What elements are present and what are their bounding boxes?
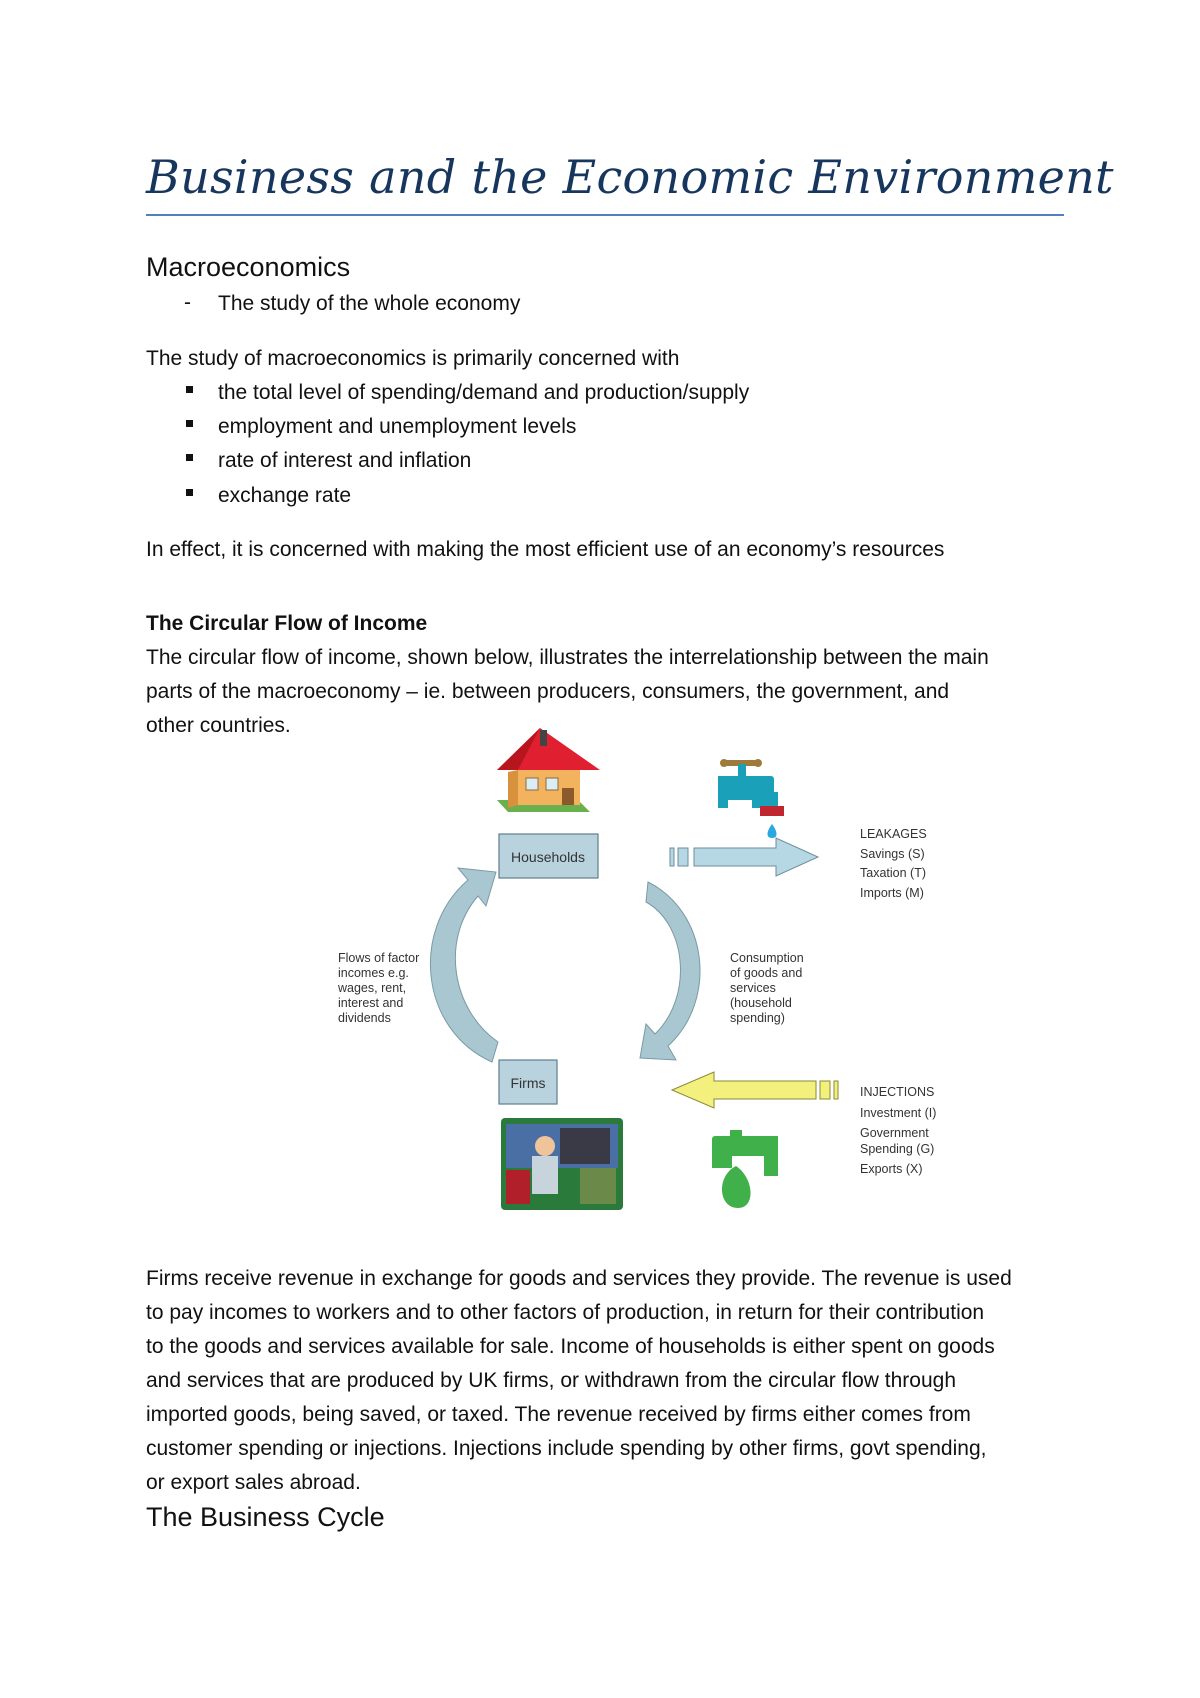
households-label: Households xyxy=(511,849,585,865)
leakages-title: LEAKAGES xyxy=(860,827,927,841)
factor-flow-text: wages, rent, xyxy=(338,981,407,995)
injection-item: Government xyxy=(860,1126,929,1140)
injection-item: Spending (G) xyxy=(860,1142,935,1156)
leakage-item: Savings (S) xyxy=(860,847,925,861)
injection-item: Exports (X) xyxy=(860,1162,923,1176)
consumption-text: Consumption xyxy=(730,951,804,965)
consumption-text: services xyxy=(730,981,776,995)
circular-intro-line: parts of the macroeconomy – ie. between producers, consumers, the government, and xyxy=(146,680,950,703)
leakage-item: Taxation (T) xyxy=(860,866,926,880)
circular-intro-line: other countries. xyxy=(146,714,291,737)
concern-intro: The study of macroeconomics is primarily concerned with xyxy=(146,347,680,370)
body-line: to pay incomes to workers and to other factors of production, in return for their contribution xyxy=(146,1301,985,1324)
circular-intro-line: The circular flow of income, shown below, illustrates the interrelationship between the main xyxy=(146,646,989,669)
consumption-text: spending) xyxy=(730,1011,785,1025)
consumption-text: of goods and xyxy=(730,966,803,980)
body-line: Firms receive revenue in exchange for goods and services they provide. The revenue is used xyxy=(146,1267,1012,1290)
body-line: customer spending or injections. Injections include spending by other firms, govt spending, xyxy=(146,1437,987,1460)
concern-item: rate of interest and inflation xyxy=(218,449,472,472)
factory-worker-icon xyxy=(501,1118,623,1210)
firms-label: Firms xyxy=(510,1075,546,1091)
injections-title: INJECTIONS xyxy=(860,1085,935,1099)
macro-effect: In effect, it is concerned with making the most efficient use of an economy’s resources xyxy=(146,538,945,561)
leakage-item: Imports (M) xyxy=(860,886,924,900)
concern-item: exchange rate xyxy=(218,484,352,507)
body-line: or export sales abroad. xyxy=(146,1471,361,1494)
water-tap-green-icon xyxy=(712,1130,778,1208)
concern-item: employment and unemployment levels xyxy=(218,415,577,438)
body-line: imported goods, being saved, or taxed. The revenue received by firms either comes from xyxy=(146,1403,971,1426)
factor-income-arrow xyxy=(430,868,498,1062)
injection-item: Investment (I) xyxy=(860,1106,937,1120)
body-line: to the goods and services available for sale. Income of households is either spent on goods xyxy=(146,1335,995,1358)
document-title: Business and the Economic Environment xyxy=(146,150,1114,204)
heading-business-cycle: The Business Cycle xyxy=(146,1502,385,1532)
consumption-arrow xyxy=(640,882,700,1060)
leakages-arrow xyxy=(670,838,818,876)
concern-item: the total level of spending/demand and production/supply xyxy=(218,381,750,404)
body-line: and services that are produced by UK firms, or withdrawn from the circular flow through xyxy=(146,1369,957,1392)
factor-flow-text: incomes e.g. xyxy=(338,966,409,980)
heading-macroeconomics: Macroeconomics xyxy=(146,252,351,282)
injections-arrow xyxy=(672,1072,838,1108)
factor-flow-text: dividends xyxy=(338,1011,391,1025)
consumption-text: (household xyxy=(730,996,792,1010)
water-tap-blue-icon xyxy=(718,759,784,838)
heading-circular-flow: The Circular Flow of Income xyxy=(146,612,428,635)
factor-flow-text: Flows of factor xyxy=(338,951,420,965)
dash-bullet: - xyxy=(184,291,191,314)
macro-definition: The study of the whole economy xyxy=(218,292,521,315)
house-icon xyxy=(497,728,600,812)
factor-flow-text: interest and xyxy=(338,996,404,1010)
